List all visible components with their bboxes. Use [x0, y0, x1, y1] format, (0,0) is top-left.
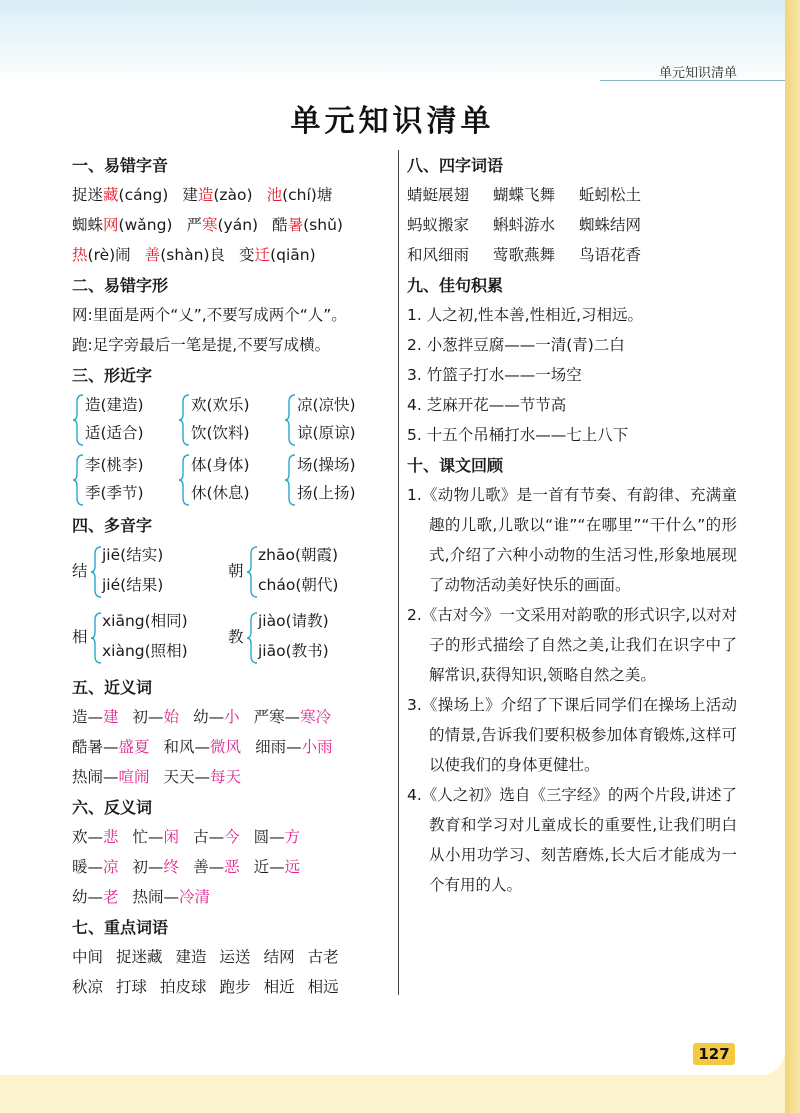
pair-word: 严寒—: [253, 708, 301, 726]
four-char-word: 蜘蛛结网: [579, 216, 642, 234]
synonym-pair: [254, 708, 332, 726]
s8-row: [407, 240, 737, 270]
s5-row: [72, 702, 390, 732]
pair-word: 幼—: [193, 708, 225, 726]
right-column: [407, 150, 737, 900]
mistake-item: [72, 246, 131, 264]
s1-row: [72, 180, 390, 210]
section-title: 四、多音字: [72, 516, 153, 535]
s8-row: [407, 210, 737, 240]
mistake-item: [145, 246, 225, 264]
polyphone-group: [228, 540, 384, 606]
antonym-pair: [133, 888, 211, 906]
pair-word: 古—: [193, 828, 225, 846]
pair-word: 忙—: [132, 828, 164, 846]
pair-word: 热闹—: [132, 888, 180, 906]
pair-word: 幼—: [72, 888, 104, 906]
key-word: 结网: [263, 948, 295, 966]
page-number: 127: [693, 1043, 735, 1065]
mistake-item: [186, 216, 258, 234]
item-target-char: 热: [72, 246, 88, 264]
synonym-pair: [72, 738, 150, 756]
item-pinyin: (cáng): [118, 186, 169, 204]
synonym-pair: [164, 738, 242, 756]
item-prefix: 变: [239, 246, 255, 264]
key-word: 捉迷藏: [116, 948, 163, 966]
header-label: 单元知识清单: [658, 66, 737, 81]
item-prefix: 蜘蛛: [72, 216, 104, 234]
s2-line: 跑:足字旁最后一笔是提,不要写成横。: [72, 336, 331, 354]
similar-char-word: 欢(欢乐): [191, 396, 250, 414]
brace-icon: [284, 394, 296, 446]
polyphone-reading: jiào(请教): [258, 612, 329, 630]
four-char-word: 蝴蝶飞舞: [493, 186, 556, 204]
sentence-item: 5. 十五个吊桶打水——七上八下: [407, 426, 629, 444]
pair-answer: 今: [224, 828, 240, 846]
four-char-word: 蚯蚓松土: [579, 186, 642, 204]
polyphone-grid: [72, 540, 390, 672]
similar-char-word: 造(建造): [85, 396, 144, 414]
synonym-pair: [164, 768, 242, 786]
pair-answer: 始: [163, 708, 180, 726]
pair-answer: 老: [103, 888, 119, 906]
key-word: 秋凉: [72, 978, 104, 996]
pair-word: 欢—: [72, 828, 104, 846]
polyphone-group: [72, 540, 228, 606]
similar-char-group: [72, 390, 178, 450]
review-item: 2.《古对今》一文采用对韵歌的形式识字,以对对子的形式描绘了自然之美,让我们在识字中了解常识,获得知识,领略自然之美。: [407, 606, 737, 684]
item-target-char: 暑: [287, 216, 304, 234]
pair-answer: 小: [224, 708, 240, 726]
pair-word: 初—: [132, 858, 164, 876]
pair-answer: 凉: [103, 858, 119, 876]
pair-word: 热闹—: [72, 768, 119, 786]
polyphone-reading: xiāng(相同): [102, 612, 188, 630]
mistake-item: [182, 186, 252, 204]
section-title: 八、四字词语: [407, 156, 504, 175]
sentence-item: 2. 小葱拌豆腐——一清(青)二白: [407, 336, 625, 354]
s7-row: [72, 972, 390, 1002]
item-pinyin: (shàn)良: [160, 246, 226, 264]
pair-answer: 每天: [210, 768, 242, 786]
pair-word: 圆—: [253, 828, 285, 846]
item-pinyin: (wǎng): [118, 216, 173, 234]
similar-char-group: [178, 390, 284, 450]
item-prefix: 酷: [272, 216, 288, 234]
polyphone-char: 结: [72, 562, 88, 580]
s8-row: [407, 180, 737, 210]
key-word: 拍皮球: [160, 978, 207, 996]
antonym-rows: [72, 822, 390, 912]
similar-char-word: 李(桃李): [85, 456, 144, 474]
four-char-word: 蚂蚁搬家: [407, 216, 470, 234]
antonym-pair: [72, 858, 119, 876]
s5-row: [72, 732, 390, 762]
pair-answer: 悲: [103, 828, 119, 846]
four-char-word: 蝌蚪游水: [493, 216, 556, 234]
synonym-rows: [72, 702, 390, 792]
antonym-pair: [133, 858, 180, 876]
polyphone-char: 朝: [228, 562, 244, 580]
key-words-rows: [72, 942, 390, 1002]
polyphone-reading: cháo(朝代): [258, 576, 339, 594]
s6-row: [72, 822, 390, 852]
key-word: 跑步: [219, 978, 251, 996]
similar-char-word: 谅(原谅): [297, 424, 356, 442]
brace-icon: [178, 394, 190, 446]
mistake-item: [239, 246, 316, 264]
four-char-word: 鸟语花香: [579, 246, 642, 264]
item-target-char: 造: [197, 186, 214, 204]
similar-char-group: [284, 390, 390, 450]
polyphone-reading: xiàng(照相): [102, 642, 188, 660]
key-word: 相近: [263, 978, 295, 996]
section-title: 十、课文回顾: [407, 456, 504, 475]
pair-answer: 盛夏: [118, 738, 150, 756]
pair-word: 酷暑—: [72, 738, 119, 756]
page-title: 单元知识清单: [290, 104, 495, 139]
polyphone-reading: jiē(结实): [102, 546, 164, 564]
pair-word: 和风—: [163, 738, 211, 756]
antonym-pair: [193, 828, 240, 846]
s6-row: [72, 882, 390, 912]
key-word: 相远: [307, 978, 339, 996]
item-target-char: 池: [266, 186, 283, 204]
item-prefix: 建: [182, 186, 198, 204]
similar-char-word: 体(身体): [191, 456, 250, 474]
pair-answer: 终: [163, 858, 180, 876]
section-title: 三、形近字: [72, 366, 153, 385]
pair-answer: 恶: [224, 858, 240, 876]
review-item: 3.《操场上》介绍了下课后同学们在操场上活动的情景,告诉我们要积极参加体育锻炼,这样可以使我们的身体更健壮。: [407, 696, 737, 774]
synonym-pair: [72, 768, 150, 786]
item-target-char: 寒: [201, 216, 218, 234]
key-word: 运送: [219, 948, 251, 966]
s7-row: [72, 942, 390, 972]
s6-row: [72, 852, 390, 882]
s5-row: [72, 762, 390, 792]
key-word: 中间: [72, 948, 104, 966]
synonym-pair: [255, 738, 333, 756]
similar-char-word: 饮(饮料): [191, 424, 250, 442]
similar-chars-grid: [72, 390, 390, 510]
key-word: 古老: [307, 948, 339, 966]
pair-answer: 寒冷: [300, 708, 332, 726]
similar-char-word: 扬(上扬): [297, 484, 356, 502]
mistake-item: [72, 216, 172, 234]
similar-char-group: [178, 450, 284, 510]
key-word: 打球: [116, 978, 148, 996]
mistake-item: [267, 186, 333, 204]
polyphone-reading: jiāo(教书): [258, 642, 329, 660]
pair-answer: 方: [284, 828, 301, 846]
brace-icon: [284, 454, 296, 506]
polyphone-char: 教: [228, 628, 244, 646]
similar-char-word: 休(休息): [191, 484, 250, 502]
item-target-char: 藏: [103, 186, 119, 204]
synonym-pair: [72, 708, 119, 726]
antonym-pair: [72, 888, 119, 906]
item-pinyin: (shǔ): [303, 216, 343, 234]
s1-rows: [72, 180, 390, 270]
polyphone-reading: zhāo(朝霞): [258, 546, 339, 564]
brace-icon: [72, 394, 84, 446]
item-pinyin: (chí)塘: [282, 186, 333, 204]
sentence-item: 4. 芝麻开花——节节高: [407, 396, 567, 414]
pair-answer: 微风: [210, 738, 242, 756]
pair-word: 天天—: [163, 768, 211, 786]
item-target-char: 网: [103, 216, 119, 234]
item-pinyin: (rè)闹: [87, 246, 131, 264]
pair-word: 暖—: [72, 858, 104, 876]
item-target-char: 迁: [254, 246, 271, 264]
item-prefix: 捉迷: [72, 186, 104, 204]
item-prefix: 严: [186, 216, 202, 234]
section-title: 七、重点词语: [72, 918, 169, 937]
brace-icon: [246, 546, 258, 598]
antonym-pair: [254, 858, 301, 876]
pair-answer: 远: [284, 858, 301, 876]
section-title: 二、易错字形: [72, 276, 169, 295]
pair-answer: 冷清: [179, 888, 211, 906]
section-title: 六、反义词: [72, 798, 153, 817]
four-char-word: 和风细雨: [407, 246, 470, 264]
review-item: 1.《动物儿歌》是一首有节奏、有韵律、充满童趣的儿歌,儿歌以“谁”“在哪里”“干什么”的形式,介绍了六种小动物的生活习性,形象地展现了动物活动美好快乐的画面。: [407, 486, 737, 594]
item-pinyin: (yán): [217, 216, 259, 234]
sentence-item: 3. 竹篮子打水——一场空: [407, 366, 582, 384]
pair-word: 细雨—: [255, 738, 302, 756]
section-title: 一、易错字音: [72, 156, 169, 175]
similar-char-group: [72, 450, 178, 510]
polyphone-group: [228, 606, 384, 672]
sentence-item: 1. 人之初,性本善,性相近,习相远。: [407, 306, 643, 324]
pair-word: 近—: [253, 858, 285, 876]
pair-word: 造—: [72, 708, 104, 726]
similar-char-word: 适(适合): [85, 424, 144, 442]
polyphone-reading: jié(结果): [102, 576, 164, 594]
s2-line: 网:里面是两个“乂”,不要写成两个“人”。: [72, 306, 347, 324]
synonym-pair: [133, 708, 180, 726]
four-char-word: 莺歌燕舞: [493, 246, 556, 264]
antonym-pair: [72, 828, 119, 846]
mistake-item: [272, 216, 343, 234]
column-divider: [398, 150, 399, 995]
similar-char-word: 季(季节): [85, 484, 144, 502]
key-word: 建造: [175, 948, 207, 966]
pair-answer: 建: [103, 708, 119, 726]
pair-word: 善—: [193, 858, 225, 876]
left-column: [72, 150, 390, 1002]
mistake-item: [72, 186, 168, 204]
section-title: 九、佳句积累: [407, 276, 504, 295]
polyphone-char: 相: [72, 628, 88, 646]
similar-char-word: 凉(凉快): [297, 396, 356, 414]
synonym-pair: [193, 708, 240, 726]
page-spine: [785, 0, 800, 1113]
similar-char-word: 场(操场): [297, 456, 356, 474]
s1-row: [72, 210, 390, 240]
brace-icon: [178, 454, 190, 506]
antonym-pair: [254, 828, 301, 846]
brace-icon: [90, 612, 102, 664]
similar-char-group: [284, 450, 390, 510]
brace-icon: [90, 546, 102, 598]
item-pinyin: (zào): [213, 186, 253, 204]
four-char-word: 蜻蜓展翅: [407, 186, 470, 204]
pair-word: 初—: [132, 708, 164, 726]
review-item: 4.《人之初》选自《三字经》的两个片段,讲述了教育和学习对儿童成长的重要性,让我们明白从小用功学习、刻苦磨炼,长大后才能成为一个有用的人。: [407, 786, 737, 894]
antonym-pair: [193, 858, 240, 876]
polyphone-group: [72, 606, 228, 672]
pair-answer: 小雨: [301, 738, 333, 756]
section-title: 五、近义词: [72, 678, 153, 697]
antonym-pair: [133, 828, 180, 846]
pair-answer: 喧闹: [118, 768, 150, 786]
item-target-char: 善: [144, 246, 161, 264]
brace-icon: [72, 454, 84, 506]
pair-answer: 闲: [163, 828, 180, 846]
brace-icon: [246, 612, 258, 664]
four-char-rows: [407, 180, 737, 270]
s1-row: [72, 240, 390, 270]
item-pinyin: (qiān): [270, 246, 316, 264]
